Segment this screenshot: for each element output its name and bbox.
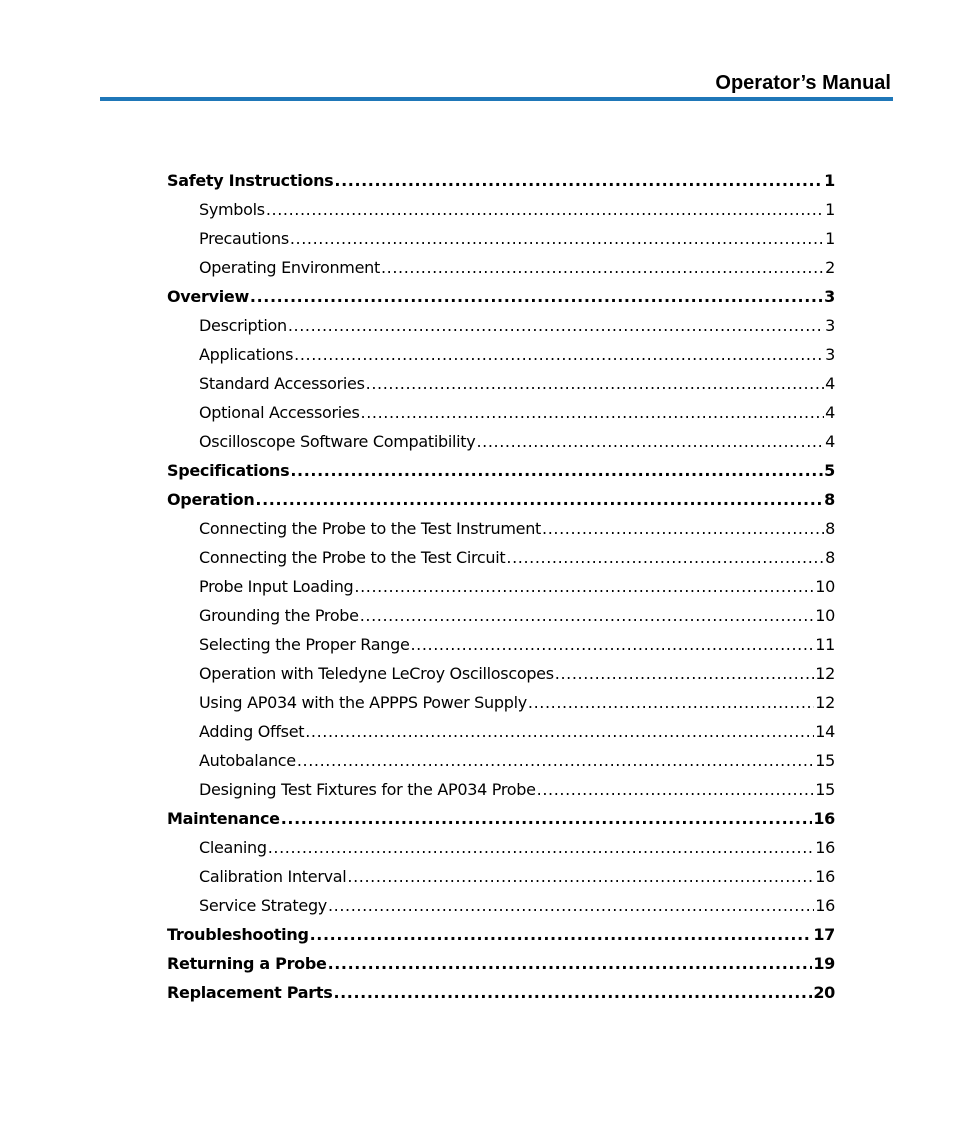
toc-entry-title: Connecting the Probe to the Test Instrument: [199, 519, 542, 538]
toc-page-number: 3: [825, 345, 835, 364]
toc-entry-title: Maintenance: [167, 809, 280, 828]
toc-entry-title: Grounding the Probe: [199, 606, 359, 625]
toc-section-entry[interactable]: [167, 978, 835, 1007]
toc-dot-leader: [290, 456, 823, 485]
toc-page-number: 3: [824, 287, 835, 306]
page-header-title: Operator’s Manual: [715, 72, 891, 94]
toc-subsection-entry[interactable]: [167, 398, 835, 427]
toc-page-number: 1: [825, 229, 835, 248]
toc-entry-title: Optional Accessories: [199, 403, 360, 422]
toc-entry-title: Specifications: [167, 461, 290, 480]
toc-entry-title: Operating Environment: [199, 258, 380, 277]
toc-entry-title: Oscilloscope Software Compatibility: [199, 432, 476, 451]
toc-dot-leader: [297, 746, 814, 775]
toc-entry-title: Troubleshooting: [167, 925, 309, 944]
toc-subsection-entry[interactable]: [167, 775, 835, 804]
toc-subsection-entry[interactable]: [167, 833, 835, 862]
toc-subsection-entry[interactable]: [167, 688, 835, 717]
toc-dot-leader: [255, 485, 823, 514]
toc-page-number: 12: [815, 664, 835, 683]
toc-section-entry[interactable]: [167, 166, 835, 195]
toc-page-number: 16: [815, 867, 835, 886]
toc-dot-leader: [333, 978, 812, 1007]
toc-subsection-entry[interactable]: [167, 369, 835, 398]
toc-section-entry[interactable]: [167, 456, 835, 485]
toc-entry-title: Cleaning: [199, 838, 267, 857]
toc-page-number: 14: [815, 722, 835, 741]
toc-dot-leader: [537, 775, 815, 804]
toc-dot-leader: [381, 253, 824, 282]
toc-entry-title: Operation with Teledyne LeCroy Oscilloscopes: [199, 664, 554, 683]
toc-entry-title: Selecting the Proper Range: [199, 635, 410, 654]
toc-subsection-entry[interactable]: [167, 543, 835, 572]
toc-page-number: 16: [815, 896, 835, 915]
toc-dot-leader: [328, 949, 813, 978]
toc-page-number: 15: [815, 780, 835, 799]
toc-dot-leader: [542, 514, 824, 543]
toc-page-number: 5: [824, 461, 835, 480]
toc-page-number: 11: [815, 635, 835, 654]
toc-entry-title: Autobalance: [199, 751, 296, 770]
header-divider: [100, 97, 893, 101]
toc-dot-leader: [266, 195, 824, 224]
toc-subsection-entry[interactable]: [167, 746, 835, 775]
toc-section-entry[interactable]: [167, 920, 835, 949]
toc-dot-leader: [411, 630, 815, 659]
toc-dot-leader: [476, 427, 824, 456]
toc-subsection-entry[interactable]: [167, 601, 835, 630]
toc-entry-title: Probe Input Loading: [199, 577, 354, 596]
toc-page-number: 1: [825, 200, 835, 219]
toc-subsection-entry[interactable]: [167, 862, 835, 891]
toc-entry-title: Standard Accessories: [199, 374, 365, 393]
toc-entry-title: Adding Offset: [199, 722, 305, 741]
toc-entry-title: Symbols: [199, 200, 265, 219]
toc-page-number: 20: [813, 983, 835, 1002]
toc-section-entry[interactable]: [167, 804, 835, 833]
toc-entry-title: Safety Instructions: [167, 171, 334, 190]
toc-page-number: 17: [813, 925, 835, 944]
toc-subsection-entry[interactable]: [167, 340, 835, 369]
toc-entry-title: Designing Test Fixtures for the AP034 Probe: [199, 780, 536, 799]
toc-page-number: 16: [815, 838, 835, 857]
toc-dot-leader: [528, 688, 814, 717]
toc-page-number: 4: [825, 432, 835, 451]
toc-entry-title: Service Strategy: [199, 896, 327, 915]
toc-subsection-entry[interactable]: [167, 630, 835, 659]
toc-subsection-entry[interactable]: [167, 195, 835, 224]
toc-dot-leader: [334, 166, 823, 195]
toc-dot-leader: [354, 572, 814, 601]
toc-dot-leader: [290, 224, 824, 253]
toc-dot-leader: [250, 282, 823, 311]
toc-dot-leader: [506, 543, 824, 572]
toc-dot-leader: [361, 398, 825, 427]
toc-entry-title: Precautions: [199, 229, 289, 248]
toc-entry-title: Replacement Parts: [167, 983, 333, 1002]
toc-dot-leader: [305, 717, 814, 746]
toc-entry-title: Using AP034 with the APPPS Power Supply: [199, 693, 527, 712]
toc-section-entry[interactable]: [167, 949, 835, 978]
toc-subsection-entry[interactable]: [167, 891, 835, 920]
toc-page-number: 3: [825, 316, 835, 335]
toc-subsection-entry[interactable]: [167, 514, 835, 543]
toc-page-number: 19: [813, 954, 835, 973]
toc-dot-leader: [360, 601, 815, 630]
toc-dot-leader: [294, 340, 824, 369]
toc-dot-leader: [281, 804, 813, 833]
toc-section-entry[interactable]: [167, 485, 835, 514]
toc-entry-title: Operation: [167, 490, 255, 509]
toc-subsection-entry[interactable]: [167, 717, 835, 746]
toc-page-number: 15: [815, 751, 835, 770]
toc-subsection-entry[interactable]: [167, 427, 835, 456]
toc-entry-title: Description: [199, 316, 287, 335]
toc-page-number: 10: [815, 606, 835, 625]
toc-dot-leader: [310, 920, 813, 949]
toc-entry-title: Overview: [167, 287, 249, 306]
toc-page-number: 4: [825, 403, 835, 422]
toc-subsection-entry[interactable]: [167, 253, 835, 282]
table-of-contents: [167, 166, 835, 1007]
toc-entry-title: Returning a Probe: [167, 954, 327, 973]
toc-page-number: 12: [815, 693, 835, 712]
toc-subsection-entry[interactable]: [167, 311, 835, 340]
toc-dot-leader: [555, 659, 814, 688]
toc-section-entry[interactable]: [167, 282, 835, 311]
toc-page-number: 16: [813, 809, 835, 828]
toc-entry-title: Applications: [199, 345, 294, 364]
toc-page-number: 1: [824, 171, 835, 190]
toc-dot-leader: [366, 369, 824, 398]
toc-dot-leader: [347, 862, 814, 891]
toc-subsection-entry[interactable]: [167, 659, 835, 688]
toc-page-number: 2: [825, 258, 835, 277]
toc-subsection-entry[interactable]: [167, 572, 835, 601]
toc-dot-leader: [268, 833, 814, 862]
toc-page-number: 8: [824, 490, 835, 509]
toc-page-number: 4: [825, 374, 835, 393]
toc-page-number: 8: [825, 519, 835, 538]
toc-subsection-entry[interactable]: [167, 224, 835, 253]
toc-entry-title: Connecting the Probe to the Test Circuit: [199, 548, 506, 567]
toc-dot-leader: [288, 311, 824, 340]
toc-page-number: 8: [825, 548, 835, 567]
toc-dot-leader: [328, 891, 814, 920]
toc-page-number: 10: [815, 577, 835, 596]
toc-entry-title: Calibration Interval: [199, 867, 347, 886]
